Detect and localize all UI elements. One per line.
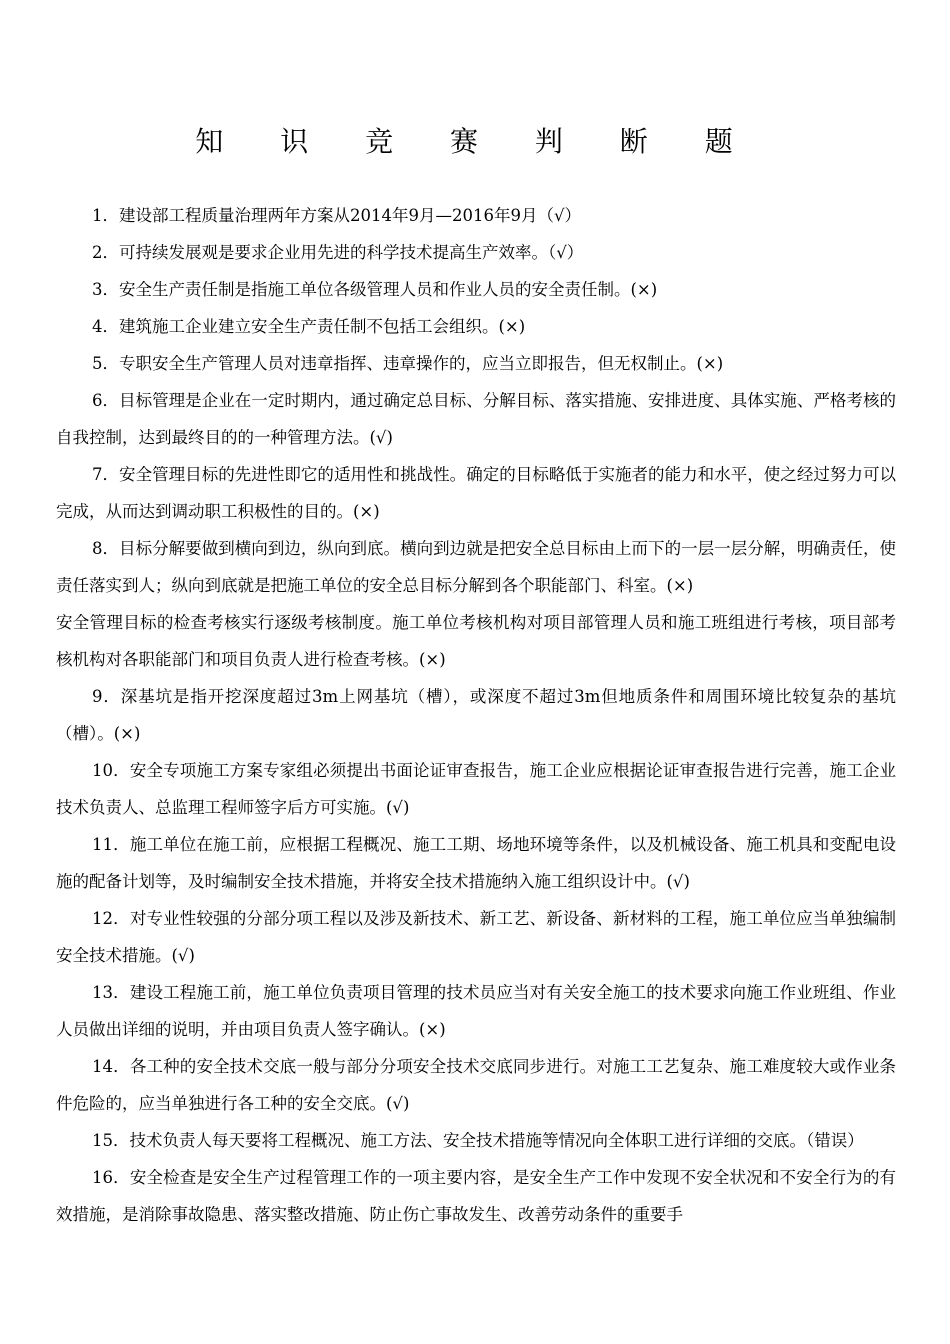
question-item-5: 5．专职安全生产管理人员对违章指挥、违章操作的，应当立即报告，但无权制止。(×) <box>92 354 724 373</box>
question-item-13: 13．建设工程施工前，施工单位负责项目管理的技术员应当对有关安全施工的技术要求向施工作业班组、作业人员做出详细的说明，并由项目负责人签字确认。(×) <box>56 983 896 1039</box>
question-item-9: 9．深基坑是指开挖深度超过3m上网基坑（槽），或深度不超过3m但地质条件和周围环境比较复杂的基坑（槽）。(×) <box>56 687 896 743</box>
question-item-7: 7．安全管理目标的先进性即它的适用性和挑战性。确定的目标略低于实施者的能力和水平，使之经过努力可以完成，从而达到调动职工积极性的目的。(×) <box>56 465 896 521</box>
question-item-4: 4．建筑施工企业建立安全生产责任制不包括工会组织。(×) <box>92 317 526 336</box>
question-item-11: 11．施工单位在施工前，应根据工程概况、施工工期、场地环境等条件，以及机械设备、施工机具和变配电设施的配备计划等，及时编制安全技术措施，并将安全技术措施纳入施工组织设计中。(√) <box>56 835 896 891</box>
question-item-1: 1．建设部工程质量治理两年方案从2014年9月—2016年9月（√） <box>92 206 581 225</box>
question-item-12: 12．对专业性较强的分部分项工程以及涉及新技术、新工艺、新设备、新材料的工程，施工单位应当单独编制安全技术措施。(√) <box>56 909 896 965</box>
question-item-10: 10．安全专项施工方案专家组必须提出书面论证审查报告，施工企业应根据论证审查报告进行完善，施工企业技术负责人、总监理工程师签字后方可实施。(√) <box>56 761 896 817</box>
question-list <box>56 197 896 1233</box>
question-item-8: 8．目标分解要做到横向到边，纵向到底。横向到边就是把安全总目标由上而下的一层一层分解，明确责任，使责任落实到人；纵向到底就是把施工单位的安全总目标分解到各个职能部门、科室。(×) <box>56 539 896 595</box>
question-item-6: 6．目标管理是企业在一定时期内，通过确定总目标、分解目标、落实措施、安排进度、具体实施、严格考核的自我控制，达到最终目的的一种管理方法。(√) <box>56 391 896 447</box>
question-item-14: 14．各工种的安全技术交底一般与部分分项安全技术交底同步进行。对施工工艺复杂、施工难度较大或作业条件危险的，应当单独进行各工种的安全交底。(√) <box>56 1057 896 1113</box>
question-item-3: 3．安全生产责任制是指施工单位各级管理人员和作业人员的安全责任制。(×) <box>92 280 658 299</box>
question-item-15: 15．技术负责人每天要将工程概况、施工方法、安全技术措施等情况向全体职工进行详细的交底。（错误） <box>92 1131 864 1150</box>
question-item-16: 16．安全检查是安全生产过程管理工作的一项主要内容，是安全生产工作中发现不安全状况和不安全行为的有效措施，是消除事故隐患、落实整改措施、防止伤亡事故发生、改善劳动条件的重要手 <box>56 1168 896 1224</box>
page-title: 知 识 竞 赛 判 断 题 <box>195 125 757 158</box>
question-item-2: 2．可持续发展观是要求企业用先进的科学技术提高生产效率。（√） <box>92 243 584 262</box>
question-item-8-continuation: 安全管理目标的检查考核实行逐级考核制度。施工单位考核机构对项目部管理人员和施工班组进行考核，项目部考核机构对各职能部门和项目负责人进行检查考核。(×) <box>56 613 896 669</box>
